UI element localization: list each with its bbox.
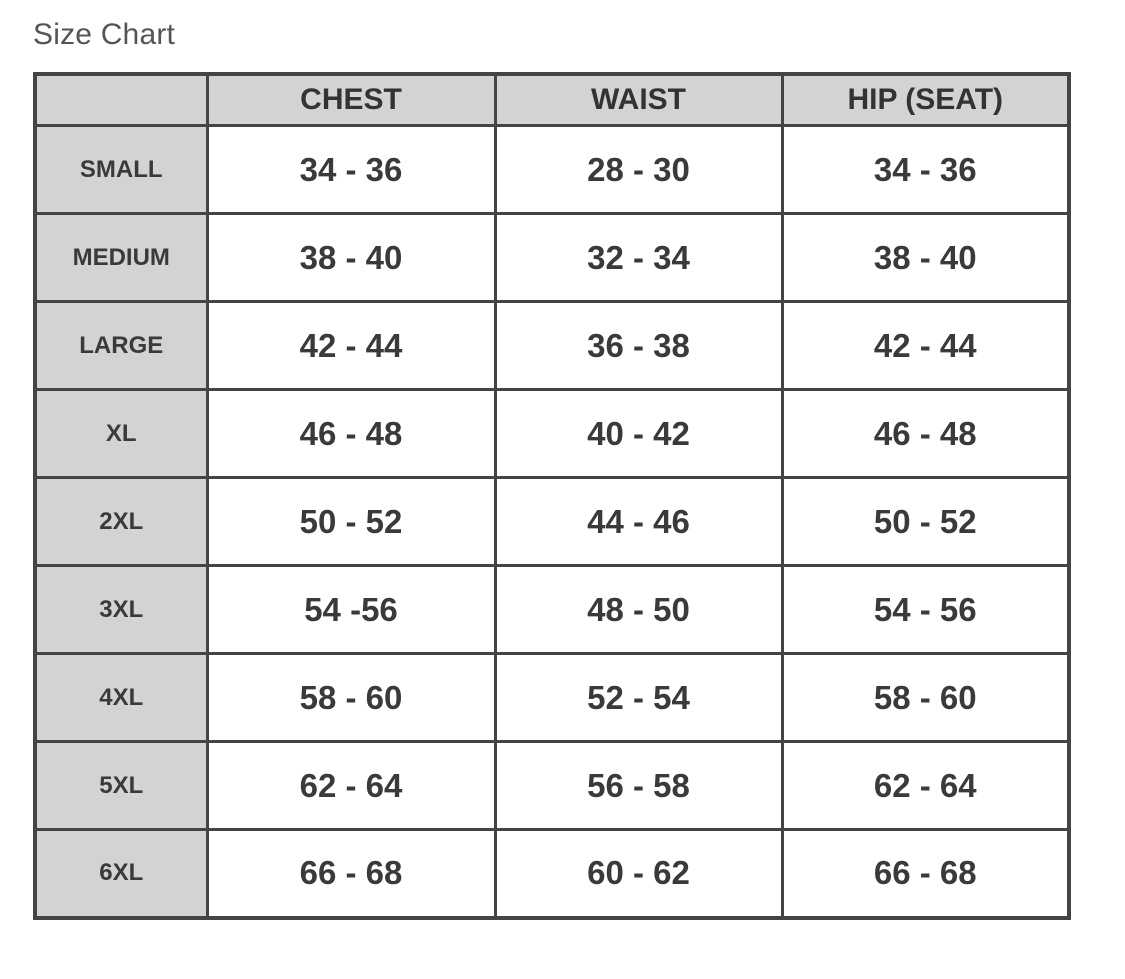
cell-waist: 56 - 58 (495, 742, 782, 830)
row-header-size: MEDIUM (35, 214, 207, 302)
cell-chest: 58 - 60 (207, 654, 495, 742)
row-header-size: 3XL (35, 566, 207, 654)
page-title: Size Chart (33, 18, 176, 51)
row-header-size: LARGE (35, 302, 207, 390)
table-row (35, 566, 1069, 654)
cell-waist: 60 - 62 (495, 830, 782, 918)
table-row (35, 126, 1069, 214)
table-row (35, 742, 1069, 830)
cell-chest: 62 - 64 (207, 742, 495, 830)
corner-header-cell (35, 74, 207, 126)
cell-hip: 58 - 60 (782, 654, 1069, 742)
cell-hip: 46 - 48 (782, 390, 1069, 478)
table-row (35, 390, 1069, 478)
cell-hip: 50 - 52 (782, 478, 1069, 566)
cell-chest: 50 - 52 (207, 478, 495, 566)
table-row (35, 654, 1069, 742)
row-header-size: 6XL (35, 830, 207, 918)
table-row (35, 214, 1069, 302)
cell-chest: 34 - 36 (207, 126, 495, 214)
column-header-chest: CHEST (207, 74, 495, 126)
cell-waist: 36 - 38 (495, 302, 782, 390)
cell-waist: 28 - 30 (495, 126, 782, 214)
cell-waist: 32 - 34 (495, 214, 782, 302)
cell-waist: 44 - 46 (495, 478, 782, 566)
cell-hip: 38 - 40 (782, 214, 1069, 302)
column-header-hip: HIP (SEAT) (782, 74, 1069, 126)
row-header-size: SMALL (35, 126, 207, 214)
cell-chest: 42 - 44 (207, 302, 495, 390)
cell-hip: 62 - 64 (782, 742, 1069, 830)
cell-chest: 46 - 48 (207, 390, 495, 478)
table-row (35, 478, 1069, 566)
row-header-size: 4XL (35, 654, 207, 742)
row-header-size: 2XL (35, 478, 207, 566)
cell-waist: 48 - 50 (495, 566, 782, 654)
cell-waist: 52 - 54 (495, 654, 782, 742)
cell-hip: 34 - 36 (782, 126, 1069, 214)
cell-waist: 40 - 42 (495, 390, 782, 478)
row-header-size: 5XL (35, 742, 207, 830)
cell-hip: 54 - 56 (782, 566, 1069, 654)
table-row (35, 830, 1069, 918)
cell-chest: 38 - 40 (207, 214, 495, 302)
cell-chest: 66 - 68 (207, 830, 495, 918)
cell-chest: 54 -56 (207, 566, 495, 654)
column-header-waist: WAIST (495, 74, 782, 126)
table-header-row (35, 74, 1069, 126)
cell-hip: 66 - 68 (782, 830, 1069, 918)
size-chart-table (33, 72, 1071, 920)
row-header-size: XL (35, 390, 207, 478)
cell-hip: 42 - 44 (782, 302, 1069, 390)
table-row (35, 302, 1069, 390)
